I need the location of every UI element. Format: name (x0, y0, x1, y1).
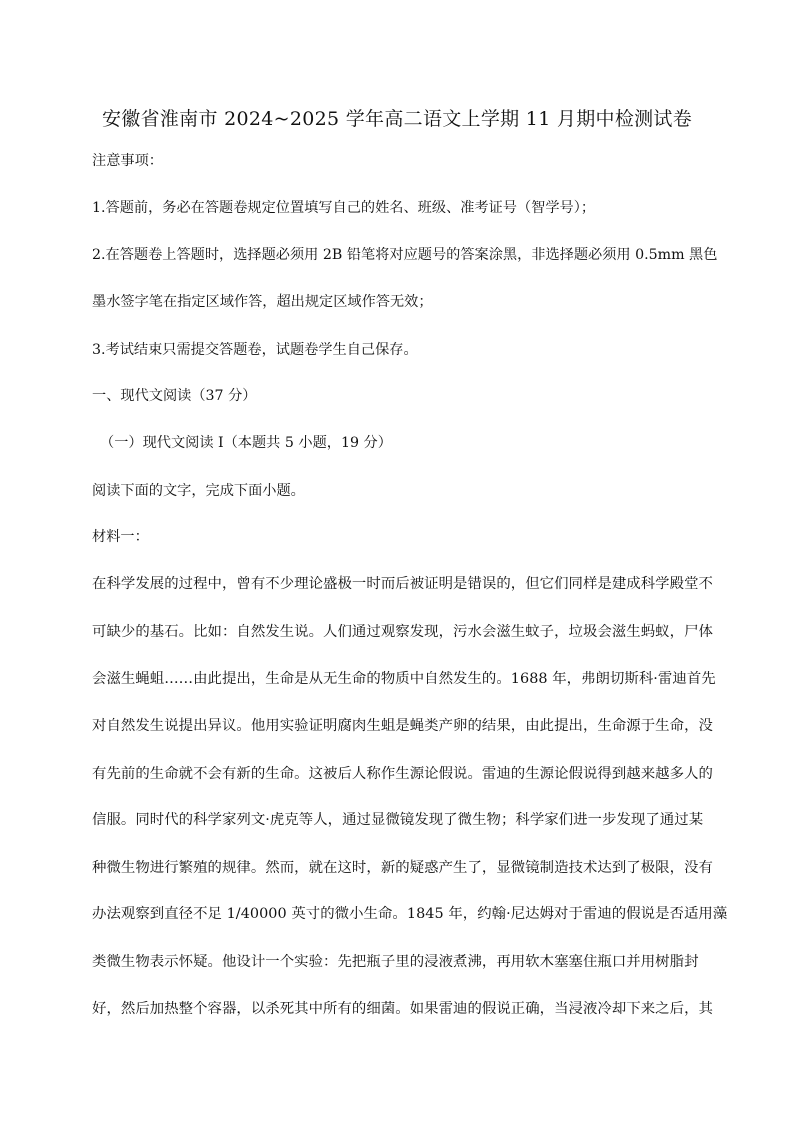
material-text-line: 在科学发展的过程中，曾有不少理论盛极一时而后被证明是错误的，但它们同样是建成科学殿堂不 (92, 576, 713, 592)
section-heading: 一、现代文阅读（37 分） (92, 388, 257, 404)
material-text-line: 信服。同时代的科学家列文·虎克等人，通过显微镜发现了微生物；科学家们进一步发现了通过某 (92, 812, 704, 828)
notice-heading: 注意事项： (92, 153, 163, 169)
reading-instruction: 阅读下面的文字，完成下面小题。 (92, 483, 305, 499)
material-label: 材料一： (92, 529, 149, 545)
material-text-line: 对自然发生说提出异议。他用实验证明腐肉生蛆是蝇类产卵的结果，由此提出，生命源于生命，没 (92, 718, 713, 734)
material-text-line: 办法观察到直径不足 1/40000 英寸的微小生命。1845 年，约翰·尼达姆对于雷迪的假说是否适用藻 (92, 906, 728, 922)
subsection-heading: （一）现代文阅读 I（本题共 5 小题，19 分） (100, 435, 392, 451)
notice-item-2-line-2: 墨水签字笔在指定区域作答，超出规定区域作答无效； (92, 294, 433, 310)
material-text-line: 可缺少的基石。比如：自然发生说。人们通过观察发现，污水会滋生蚊子，垃圾会滋生蚂蚁，尸体 (92, 624, 713, 640)
material-text-line: 有先前的生命就不会有新的生命。这被后人称作生源论假说。雷迪的生源论假说得到越来越多人的 (92, 766, 713, 782)
notice-item-2-line-1: 2.在答题卷上答题时，选择题必须用 2B 铅笔将对应题号的答案涂黑，非选择题必须用 0.5mm 黑色 (92, 247, 718, 263)
material-text-line: 会滋生蝇蛆……由此提出，生命是从无生命的物质中自然发生的。1688 年，弗朗切斯科·雷迪首先 (92, 671, 716, 687)
notice-item-3: 3.考试结束只需提交答题卷，试题卷学生自己保存。 (92, 342, 418, 358)
material-text-line: 类微生物表示怀疑。他设计一个实验：先把瓶子里的浸液煮沸，再用软木塞塞住瓶口并用树脂封 (92, 954, 699, 970)
exam-title: 安徽省淮南市 2024~2025 学年高二语文上学期 11 月期中检测试卷 (101, 108, 693, 130)
notice-item-1: 1.答题前，务必在答题卷规定位置填写自己的姓名、班级、准考证号（智学号）； (92, 200, 596, 216)
material-text-line: 种微生物进行繁殖的规律。然而，就在这时，新的疑惑产生了，显微镜制造技术达到了极限，没有 (92, 860, 713, 876)
material-text-line: 好，然后加热整个容器，以杀死其中所有的细菌。如果雷迪的假说正确，当浸液冷却下来之后，其 (92, 1001, 713, 1017)
